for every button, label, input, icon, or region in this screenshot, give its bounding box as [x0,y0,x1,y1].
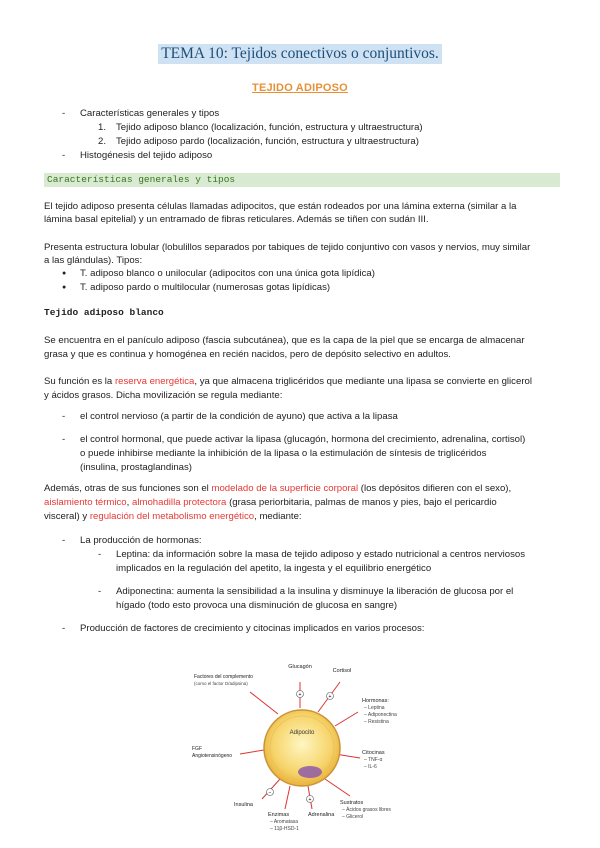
minus-sign: − [268,790,272,796]
dash-marker: - [62,535,66,546]
text-run: (los depósitos difieren con el sexo), [358,483,512,494]
label-fgf: FGF [192,746,202,752]
label-cortisol: Cortisol [332,668,352,674]
dash-marker: - [98,586,102,597]
paragraph-4-line-1 [44,375,560,389]
type-white: T. adiposo blanco o unilocular (adipocitos con una única gota lipídica) [80,268,375,279]
hormones-heading: La producción de hormonas: [80,535,202,546]
label-hormones: Hormonas: [362,698,389,704]
index-number-1: 1. [98,122,107,133]
text-run: Además, otras de sus funciones son el [44,483,212,494]
paragraph-3-line-1: Se encuentra en el panículo adiposo (fascia subcutánea), que es la capa de la piel que se encarga de almacenar [44,335,525,346]
label-adiponectin: – Adiponectina [364,712,397,718]
text-run: visceral) y [44,511,90,522]
leptin-line-2: implicados en la regulación del apetito, la ingesta y el equilibrio energético [116,563,432,574]
adiponectin-line-2: hígado (todo esto provoca una disminución de glucosa en sangre) [116,600,398,611]
type-brown: T. adiposo pardo o multilocular (numerosas gotas lipídicas) [80,282,331,293]
dash-marker: - [62,434,66,445]
label-insulin: Insulina [234,802,253,808]
index-subitem-1: Tejido adiposo blanco (localización, función, estructura y ultraestructura) [116,122,423,133]
text-run: Su función es la [44,376,115,387]
page-title: TEMA 10: Tejidos conectivos o conjuntivos. [158,44,442,64]
dash-marker: - [62,623,66,634]
paragraph-5-line-3 [44,510,560,524]
label-glucagon: Glucagón [288,664,312,670]
center-label: Adipocito [289,730,315,736]
plus-sign: + [308,797,312,803]
label-angiotensinogen: Angiotensinógeno [192,753,233,759]
arrow-hormones [335,712,358,726]
dash-marker: - [62,411,66,422]
highlight-text: aislamiento térmico [44,497,127,508]
adiponectin-line-1: Adiponectina: aumenta la sensibilidad a la insulina y disminuye la liberación de glucosa por el [116,586,514,597]
label-tnf: – TNF-α [364,757,383,763]
subtitle-block [0,78,600,96]
highlight-text: modelado de la superficie corporal [211,483,359,494]
regulation-hormonal-line-1: el control hormonal, que puede activar la lipasa (glucagón, hormona del crecimiento, adrenalina, cortisol) [80,434,526,445]
label-substrates: Sustratos [340,800,364,806]
paragraph-2-line-2: a las glándulas). Tipos: [44,255,143,266]
leptin-line-1: Leptina: da información sobre la masa de tejido adiposo y estado nutricional a centros nerviosos [116,549,526,560]
text-run: (grasa periorbitaria, palmas de manos y pies, bajo el pericardio [226,497,497,508]
label-aromatase: – Aromatasa [270,819,299,825]
label-glycerol: – Glicerol [342,814,364,820]
dash-marker: - [62,150,66,161]
label-cytokines: Citocinas [362,750,385,756]
paragraph-4-line-2: y ácidos grasos. Dicha movilización se regula mediante: [44,390,283,401]
highlight-text: regulación del metabolismo energético [89,511,255,522]
label-il6: – IL-6 [364,764,377,770]
index-item-1: Características generales y tipos [80,108,220,119]
section-heading-white: Tejido adiposo blanco [44,307,164,318]
regulation-nervous: el control nervioso (a partir de la condición de ayuno) que activa a la lipasa [80,411,398,422]
plus-sign: + [328,694,332,700]
highlight-text: reserva energética [114,376,195,387]
growth-factors-line: Producción de factores de crecimiento y citocinas implicados en varios procesos: [80,623,425,634]
text-run: , ya que almacena triglicéridos que mediante una lipasa se convierte en glicerol [194,376,532,387]
label-hsd: – 11β-HSD-1 [270,826,299,832]
bullet-marker: ● [62,270,67,277]
paragraph-5-line-2 [44,496,560,510]
index-number-2: 2. [98,136,107,147]
bullet-marker: ● [62,284,67,291]
label-fatty-acids: – Ácidos grasos libres [342,807,391,813]
adipocyte-figure [190,654,410,834]
label-complement: Factores del complemento [194,674,253,680]
arrow-complement [250,692,278,714]
highlight-text: almohadilla protectora [132,497,227,508]
title-block [0,44,600,64]
paragraph-2-line-1: Presenta estructura lobular (lobulillos separados por tabiques de tejido conjuntivo con vasos y nervios, muy similar [44,242,531,253]
arrow-substrates [325,779,350,796]
page-subtitle: TEJIDO ADIPOSO [252,82,348,94]
regulation-hormonal-line-2: o puede inhibirse mediante la inhibición de la lipasa o la estimulación de síntesis de triglicéridos [80,448,487,459]
section-heading-general: Características generales y tipos [44,173,560,187]
regulation-hormonal-line-3: (insulina, prostaglandinas) [80,462,192,473]
index-item-2: Histogénesis del tejido adiposo [80,150,213,161]
text-run: , mediante: [254,511,302,522]
paragraph-5-line-1 [44,482,560,496]
index-subitem-2: Tejido adiposo pardo (localización, función, estructura y ultraestructura) [116,136,419,147]
label-enzymes: Enzimas [268,812,290,818]
arrow-enzymes [285,786,290,809]
text-run: , [126,497,132,508]
label-adrenaline: Adrenalina [308,812,335,818]
paragraph-1-line-1: El tejido adiposo presenta células llamadas adipocitos, que están rodeados por una lámina externa (similar a la [44,201,517,212]
label-leptin: – Leptina [364,705,385,711]
plus-sign: + [298,692,302,698]
paragraph-1-line-2: lámina basal epitelial) y un entramado de fibras reticulares. Además se tiñen con sudán III. [44,214,429,225]
label-complement-sub: (como el factor D/adipsina) [194,681,248,686]
dash-marker: - [62,108,66,119]
dash-marker: - [98,549,102,560]
label-resistin: – Resistina [364,719,389,725]
paragraph-3-line-2: grasa y que es continua y homogénea en recién nacidos, pero de depósito selectivo en adultos. [44,349,451,360]
nucleus [298,766,322,778]
